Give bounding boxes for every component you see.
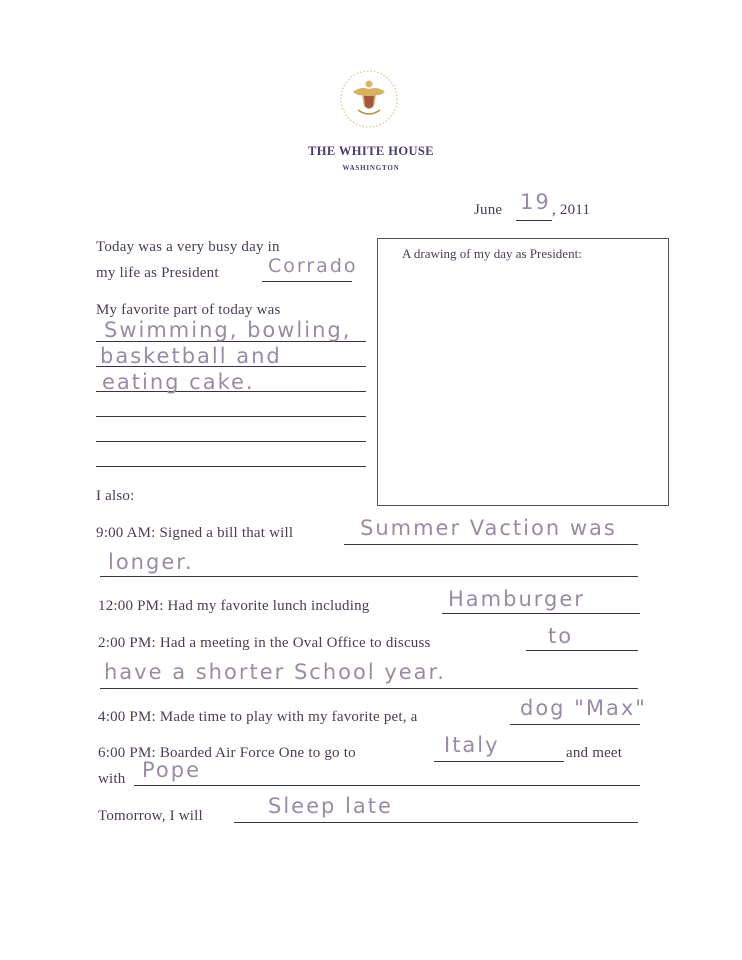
- meeting-line-2: [100, 688, 638, 689]
- trip-prompt: 6:00 PM: Boarded Air Force One to go to: [98, 745, 356, 761]
- trip-suffix: and meet: [566, 745, 623, 761]
- intro-line-2: my life as President: [96, 265, 219, 281]
- lunch-answer: Hamburger: [448, 587, 585, 611]
- bill-prompt: 9:00 AM: Signed a bill that will: [96, 525, 294, 541]
- drawing-box: [377, 238, 669, 506]
- favorite-answer-3: eating cake.: [102, 370, 255, 394]
- date-day-line: [516, 220, 552, 221]
- bill-line-2: [100, 576, 638, 577]
- trip-place-answer: Italy: [444, 733, 500, 757]
- drawing-label: A drawing of my day as President:: [402, 246, 582, 261]
- favorite-line-6: [96, 466, 366, 467]
- trip-person-answer: Pope: [142, 758, 202, 782]
- meeting-answer-2: have a shorter School year.: [104, 660, 446, 684]
- favorite-answer-2: basketball and: [100, 344, 282, 368]
- meeting-prompt: 2:00 PM: Had a meeting in the Oval Office to discuss: [98, 635, 431, 651]
- pet-prompt: 4:00 PM: Made time to play with my favorite pet, a: [98, 709, 418, 725]
- lunch-line: [442, 613, 640, 614]
- favorite-line-4: [96, 416, 366, 417]
- meeting-answer-1: to: [548, 624, 574, 648]
- pet-answer: dog "Max": [520, 696, 647, 720]
- bill-answer-1: Summer Vaction was: [360, 516, 617, 540]
- also-label: I also:: [96, 488, 135, 504]
- bill-line-1: [344, 544, 638, 545]
- trip-person-line: [134, 785, 640, 786]
- presidential-seal-icon: [338, 68, 400, 130]
- tomorrow-prompt: Tomorrow, I will: [98, 808, 203, 824]
- president-name-line: [262, 281, 352, 282]
- tomorrow-line: [234, 822, 638, 823]
- favorite-label: My favorite part of today was: [96, 302, 281, 318]
- letterhead-subtitle: WASHINGTON: [342, 164, 400, 172]
- date-year: , 2011: [552, 202, 591, 218]
- pet-line: [510, 724, 640, 725]
- letterhead-title: THE WHITE HOUSE: [308, 144, 434, 158]
- lunch-prompt: 12:00 PM: Had my favorite lunch including: [98, 598, 370, 614]
- tomorrow-answer: Sleep late: [268, 794, 393, 818]
- favorite-line-5: [96, 441, 366, 442]
- meeting-line-1: [526, 650, 638, 651]
- intro-line-1: Today was a very busy day in: [96, 239, 280, 255]
- trip-place-line: [434, 761, 564, 762]
- bill-answer-2: longer.: [108, 550, 194, 574]
- favorite-answer-1: Swimming, bowling,: [104, 318, 352, 342]
- date-day-answer: 19: [520, 190, 551, 214]
- date-month: June: [474, 202, 503, 218]
- president-name-answer: Corrado: [268, 255, 358, 277]
- trip-with-label: with: [98, 771, 126, 787]
